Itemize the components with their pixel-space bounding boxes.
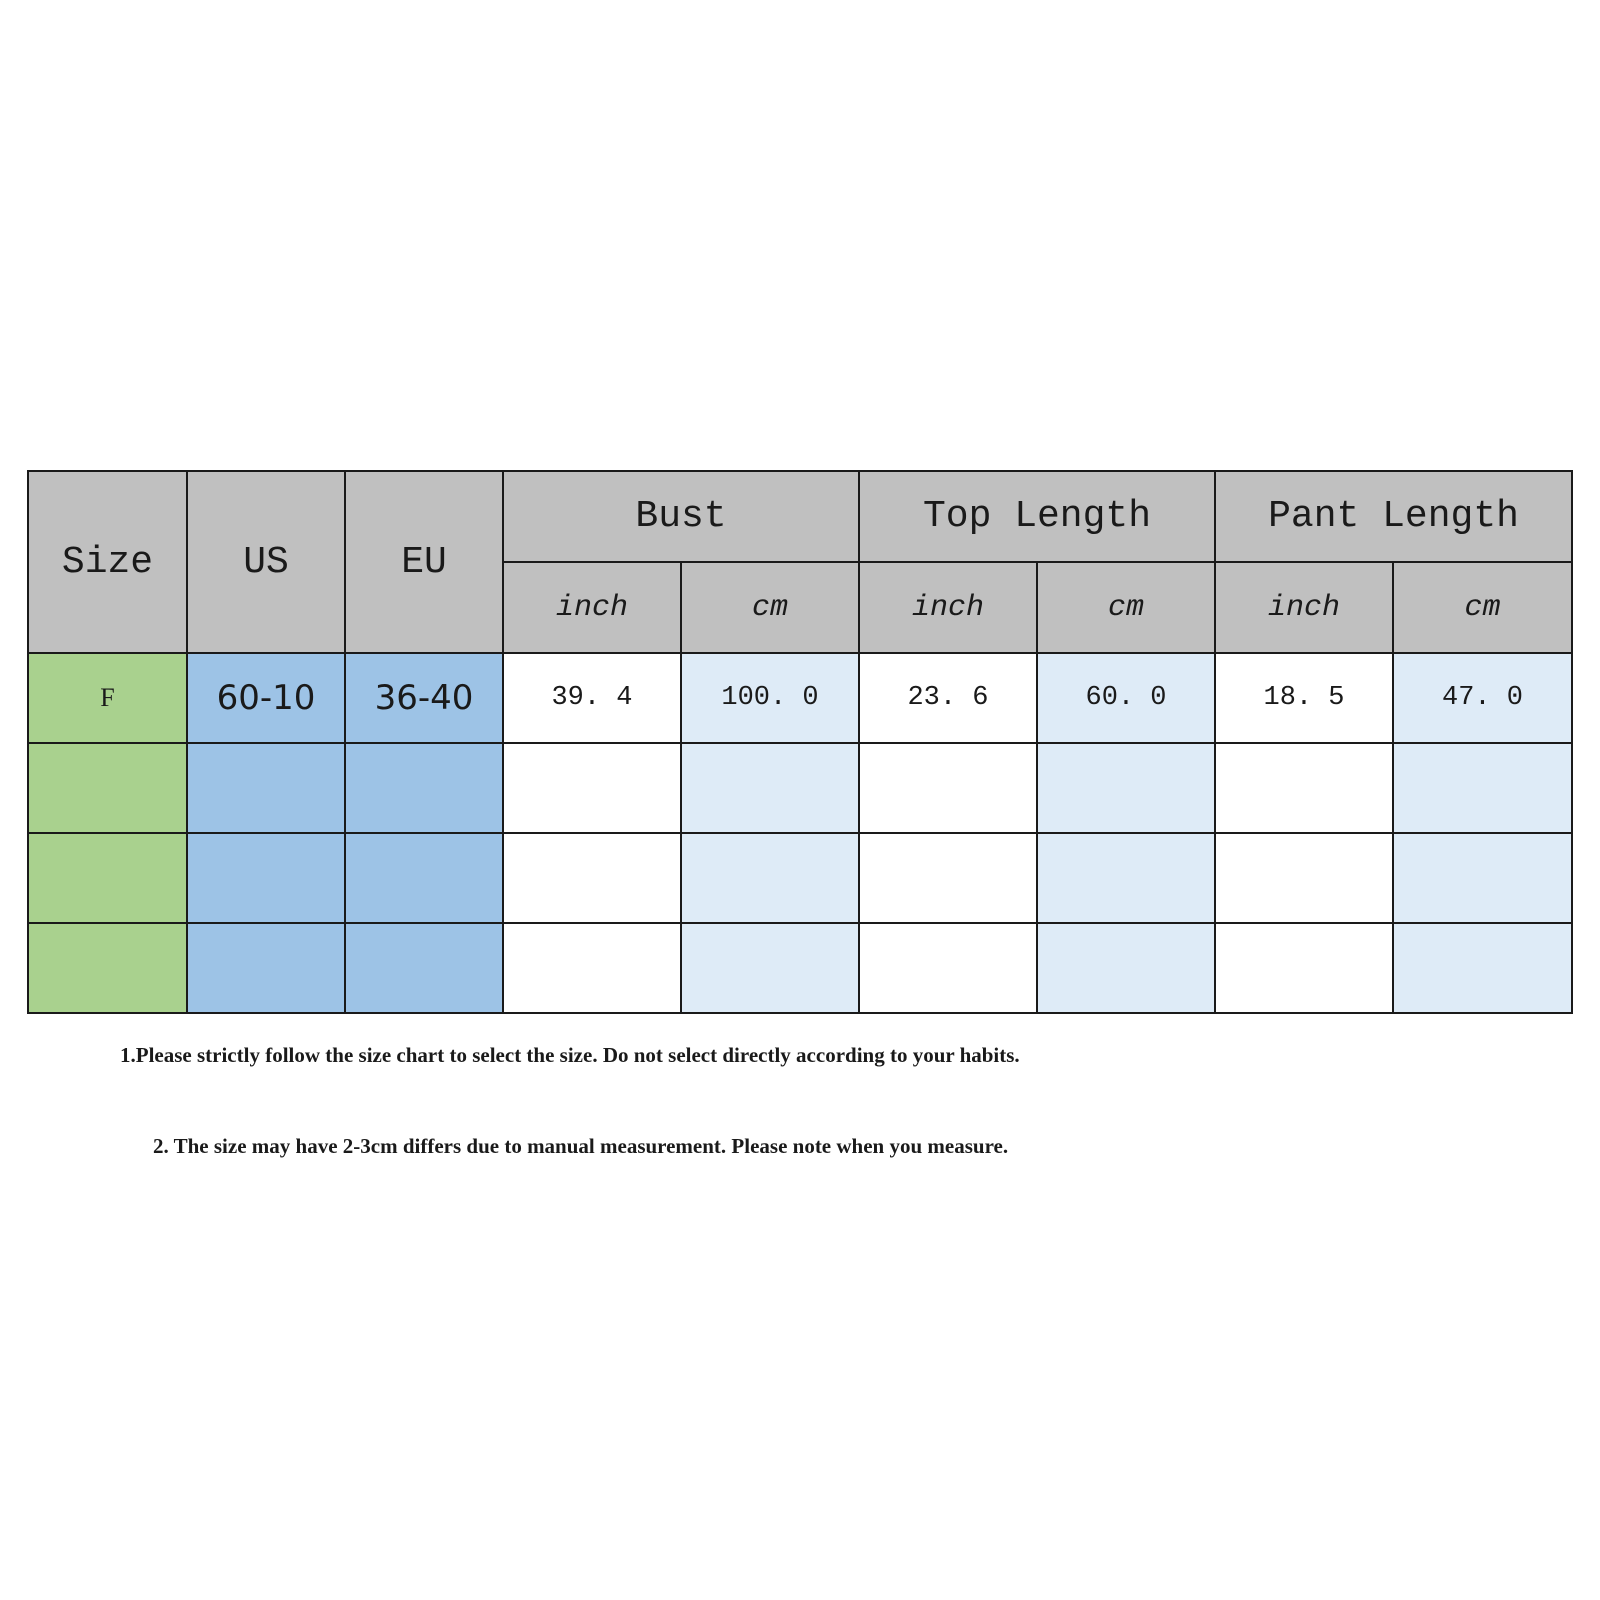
empty-cell <box>503 743 681 833</box>
cell-top-cm: 60. 0 <box>1037 653 1215 743</box>
empty-cell <box>28 833 187 923</box>
cell-size: F <box>28 653 187 743</box>
empty-cell <box>859 923 1037 1013</box>
header-us: US <box>187 471 345 653</box>
empty-cell <box>1037 743 1215 833</box>
cell-bust-inch: 39. 4 <box>503 653 681 743</box>
empty-cell <box>1037 833 1215 923</box>
cell-top-inch: 23. 6 <box>859 653 1037 743</box>
table-row-empty <box>28 743 1572 833</box>
cell-pant-cm: 47. 0 <box>1393 653 1572 743</box>
table-row-empty <box>28 923 1572 1013</box>
cell-us: 60-10 <box>187 653 345 743</box>
empty-cell <box>187 833 345 923</box>
size-chart-table <box>27 470 1573 1014</box>
unit-bust-cm: cm <box>681 562 859 653</box>
cell-eu: 36-40 <box>345 653 503 743</box>
empty-cell <box>859 743 1037 833</box>
empty-cell <box>1037 923 1215 1013</box>
cell-pant-inch: 18. 5 <box>1215 653 1393 743</box>
size-note-1: 1.Please strictly follow the size chart to select the size. Do not select directly according to your habits. <box>120 1043 1020 1067</box>
empty-cell <box>503 833 681 923</box>
size-note-2: 2. The size may have 2-3cm differs due to manual measurement. Please note when you measure. <box>153 1134 1009 1158</box>
unit-top-inch: inch <box>859 562 1037 653</box>
header-bust: Bust <box>503 471 859 562</box>
empty-cell <box>28 923 187 1013</box>
header-eu: EU <box>345 471 503 653</box>
empty-cell <box>681 923 859 1013</box>
empty-cell <box>1393 743 1572 833</box>
empty-cell <box>503 923 681 1013</box>
header-size: Size <box>28 471 187 653</box>
cell-bust-cm: 100. 0 <box>681 653 859 743</box>
empty-cell <box>859 833 1037 923</box>
unit-bust-inch: inch <box>503 562 681 653</box>
empty-cell <box>681 743 859 833</box>
unit-pant-cm: cm <box>1393 562 1572 653</box>
table-row-empty <box>28 833 1572 923</box>
empty-cell <box>28 743 187 833</box>
table-row <box>28 653 1572 743</box>
header-pant-length: Pant Length <box>1215 471 1572 562</box>
empty-cell <box>1393 833 1572 923</box>
unit-pant-inch: inch <box>1215 562 1393 653</box>
header-top-length: Top Length <box>859 471 1215 562</box>
empty-cell <box>1215 743 1393 833</box>
empty-cell <box>681 833 859 923</box>
empty-cell <box>345 743 503 833</box>
empty-cell <box>187 743 345 833</box>
empty-cell <box>1215 833 1393 923</box>
empty-cell <box>1215 923 1393 1013</box>
empty-cell <box>345 923 503 1013</box>
empty-cell <box>345 833 503 923</box>
unit-top-cm: cm <box>1037 562 1215 653</box>
header-row <box>28 471 1572 562</box>
empty-cell <box>1393 923 1572 1013</box>
empty-cell <box>187 923 345 1013</box>
